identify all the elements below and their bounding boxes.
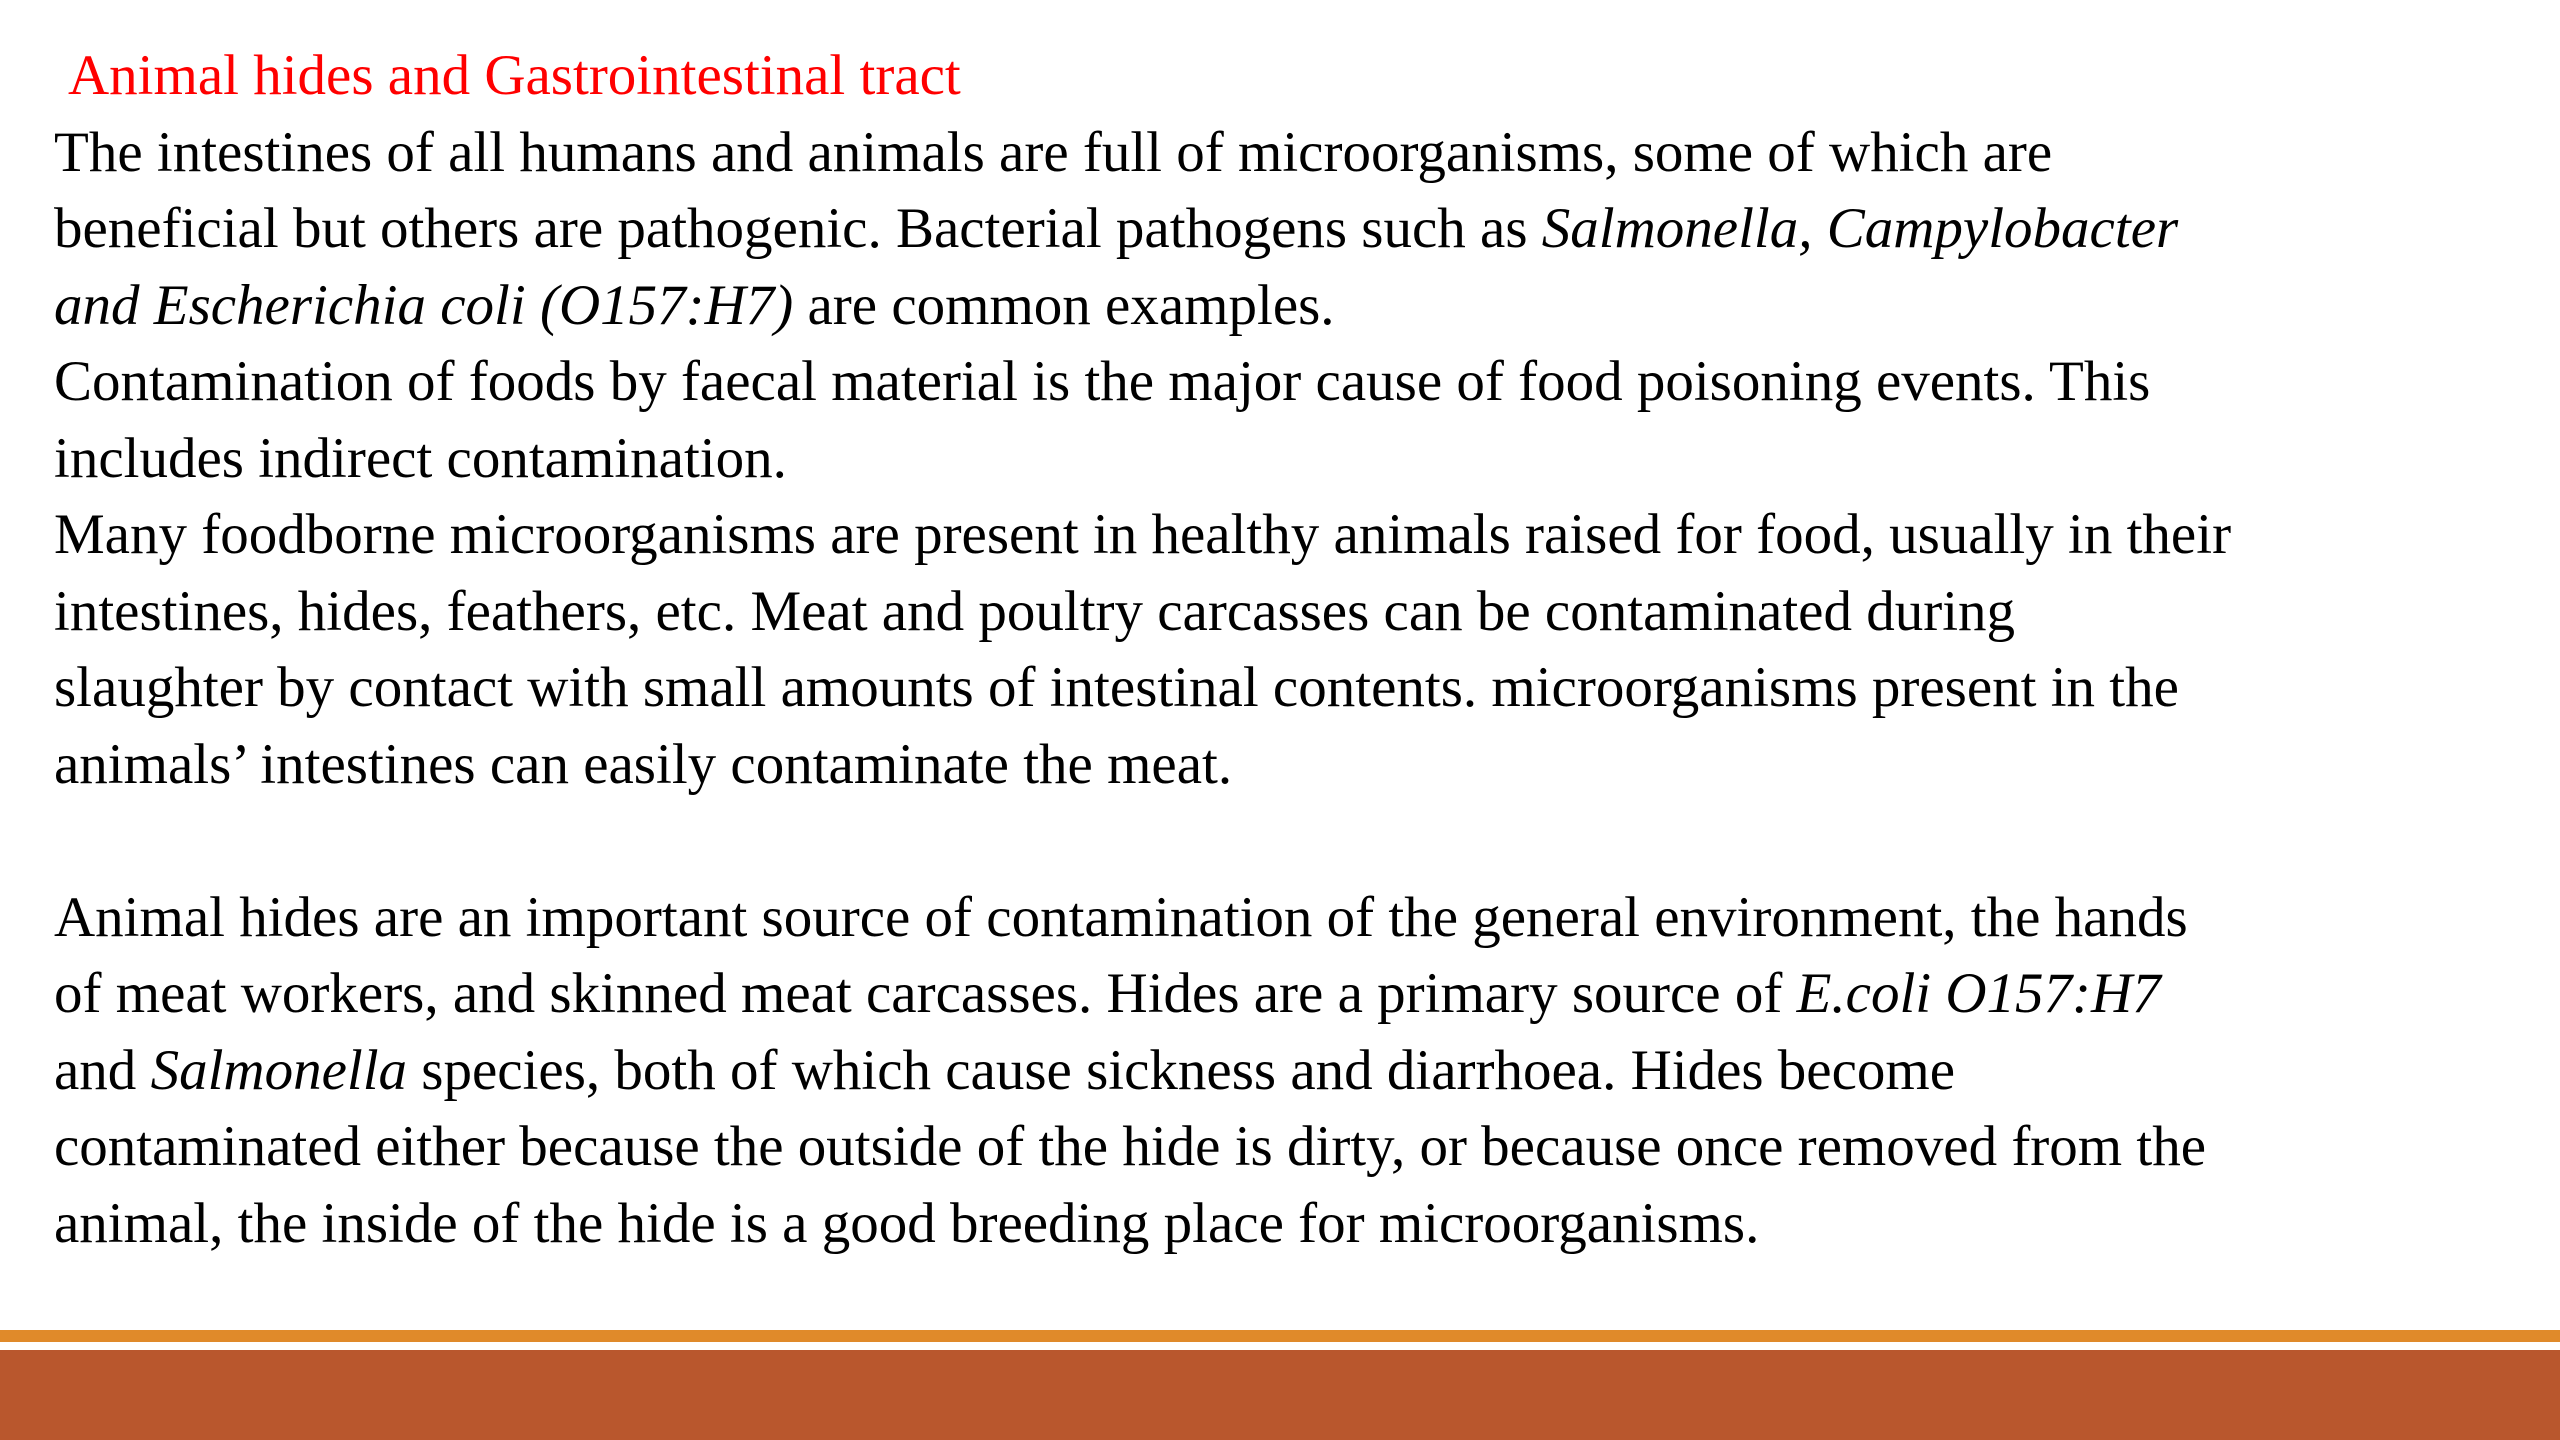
slide-title: Animal hides and Gastrointestinal tract: [68, 44, 961, 107]
paragraph-intestines-end: are common examples.: [793, 273, 1335, 337]
slide-content: [54, 38, 2514, 1262]
paragraph-intestines: [54, 115, 2514, 345]
paragraph-faecal-contamination: Contamination of foods by faecal material is the major cause of food poisoning events. This includes indirect contamination.: [54, 350, 2151, 490]
paragraph-foodborne-microorganisms: Many foodborne microorganisms are present in healthy animals raised for food, usually in their intestines, hides, feathers, etc. Meat and poultry carcasses can be contaminated during slaughter by contact with small amounts of intestinal contents. microorganisms present in the animals’ intestines can easily contaminate the meat.: [54, 503, 2232, 796]
footer-accent-line: [0, 1330, 2560, 1342]
paragraph-hides-end: species, both of which cause sickness and diarrhoea. Hides become contaminated either because the outside of the hide is dirty, or because once removed from the animal, the inside of the hide is a good breeding place for microorganisms.: [54, 1038, 2207, 1255]
paragraph-gap: [54, 803, 2514, 880]
paragraph-animal-hides: [54, 880, 2514, 1263]
ecoli-name: E.coli O157:H7: [1796, 962, 2161, 1025]
paragraph-hides-text: Animal hides are an important source of contamination of the general environment, the hands of meat workers, and skinned meat carcasses. Hides are a primary source of: [54, 885, 2188, 1025]
paragraph-intestines-text: The intestines of all humans and animals are full of microorganisms, some of which are beneficial but others are pathogenic. Bacterial pathogens such as: [54, 120, 2053, 260]
salmonella-name: Salmonella: [150, 1038, 408, 1102]
footer-bar: [0, 1350, 2560, 1440]
paragraph-hides-and: and: [54, 1038, 137, 1102]
pathogen-names: Salmonella, Campylobacter and Escherichia coli (O157:H7): [54, 197, 2179, 337]
